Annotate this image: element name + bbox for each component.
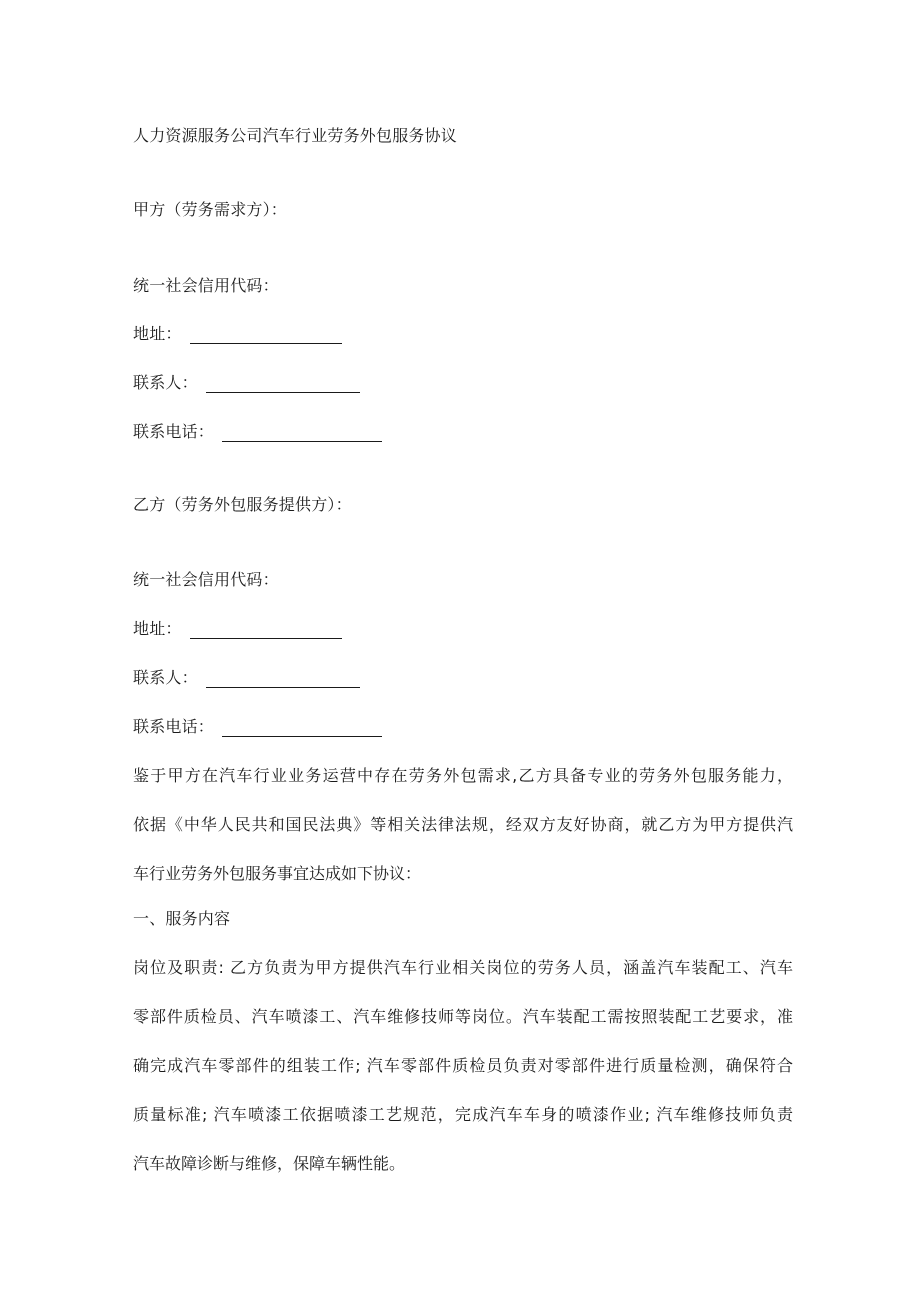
party-b-address-blank <box>190 622 342 639</box>
party-b-contact-blank <box>206 671 360 688</box>
party-a-phone-field <box>133 422 382 442</box>
party-b-phone-label: 联系电话： <box>133 717 215 736</box>
section-1-line: 岗位及职责: 乙方负责为甲方提供汽车行业相关岗位的劳务人员，涵盖汽车装配工、汽车 <box>133 958 793 977</box>
party-a-heading: 甲方（劳务需求方）： <box>133 200 288 219</box>
party-a-phone-label: 联系电话： <box>133 422 215 441</box>
preamble-line: 依据《中华人民共和国民法典》等相关法律法规，经双方友好协商，就乙方为甲方提供汽 <box>133 815 793 834</box>
section-1-line: 汽车故障诊断与维修，保障车辆性能。 <box>133 1154 406 1173</box>
section-1-paragraph <box>133 958 793 1203</box>
party-b-contact-label: 联系人： <box>133 668 198 687</box>
section-1-line: 确完成汽车零部件的组装工作; 汽车零部件质检员负责对零部件进行质量检测，确保符合 <box>133 1056 793 1075</box>
party-b-phone-blank <box>222 720 382 737</box>
party-a-contact-label: 联系人： <box>133 373 198 392</box>
section-1-heading: 一、服务内容 <box>133 909 231 928</box>
party-b-address-field <box>133 619 342 639</box>
party-a-contact-field <box>133 373 360 393</box>
party-a-credit-code-label: 统一社会信用代码： <box>133 276 279 295</box>
preamble-paragraph <box>133 766 793 913</box>
party-a-address-label: 地址： <box>133 324 182 343</box>
party-a-address-blank <box>190 327 342 344</box>
party-b-heading: 乙方（劳务外包服务提供方）： <box>133 495 352 514</box>
document-title: 人力资源服务公司汽车行业劳务外包服务协议 <box>133 126 458 145</box>
section-1-line: 质量标准; 汽车喷漆工依据喷漆工艺规范，完成汽车车身的喷漆作业; 汽车维修技师负责 <box>133 1105 793 1124</box>
party-b-address-label: 地址： <box>133 619 182 638</box>
preamble-line: 鉴于甲方在汽车行业业务运营中存在劳务外包需求,乙方具备专业的劳务外包服务能力， <box>133 766 793 785</box>
party-b-contact-field <box>133 668 360 688</box>
party-a-contact-blank <box>206 376 360 393</box>
party-a-address-field <box>133 324 342 344</box>
preamble-line: 车行业劳务外包服务事宜达成如下协议： <box>133 864 422 883</box>
section-1-line: 零部件质检员、汽车喷漆工、汽车维修技师等岗位。汽车装配工需按照装配工艺要求，准 <box>133 1007 793 1026</box>
party-b-phone-field <box>133 717 382 737</box>
party-b-credit-code-label: 统一社会信用代码： <box>133 570 279 589</box>
party-a-phone-blank <box>222 425 382 442</box>
